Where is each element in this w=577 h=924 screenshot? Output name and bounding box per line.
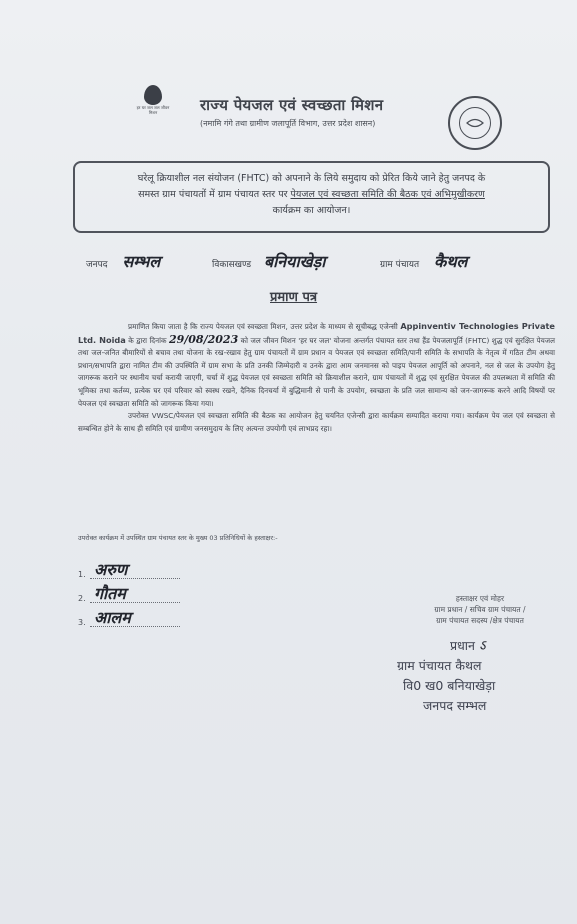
up-government-emblem <box>448 96 502 150</box>
gram-panchayat-value: कैथल <box>434 252 468 271</box>
janpad-value: सम्भल <box>122 252 161 271</box>
signature-line <box>90 560 180 579</box>
vikaskhand-label: विकासखण्ड <box>212 260 252 270</box>
janpad-field <box>86 250 160 272</box>
subject-box <box>73 161 550 233</box>
sign-block-line-2: ग्राम प्रधान / सचिव ग्राम पंचायत / <box>434 605 526 614</box>
jal-jeevan-mission-logo <box>133 85 173 115</box>
certificate-body <box>78 320 555 435</box>
subject-line-2-underlined: पेयजल एवं स्वच्छता समिति की बैठक एवं अभिमुखीकरण <box>290 189 485 200</box>
sign-block-title: हस्ताक्षर एवं मोहर <box>455 594 505 603</box>
vikaskhand-field <box>212 250 325 272</box>
vikaskhand-value: बनियाखेड़ा <box>264 252 326 271</box>
program-date: 29/08/2023 <box>168 332 239 346</box>
signature-line <box>90 584 180 603</box>
signature-and-seal-block <box>410 593 550 626</box>
subject-line-2 <box>85 187 538 203</box>
gram-panchayat-field <box>380 250 467 272</box>
signatory-signature: अरुण <box>94 560 128 579</box>
signatory-number: 3. <box>78 618 86 627</box>
body-p1-a: प्रमाणित किया जाता है कि राज्य पेयजल एवं स्वच्छता मिशन, उत्तर प्रदेश के माध्यम से सूचीबद्ध एजेन्सी <box>128 322 401 331</box>
subject-line-1: घरेलू क्रियाशील नल संयोजन (FHTC) को अपनाने के लिये समुदाय को प्रेरित किये जाने हेतु जनपद के <box>137 173 486 184</box>
signatory-item <box>78 603 180 627</box>
body-p1-c: को जल जीवन मिशन 'हर घर जल' योजना अन्तर्गत पंचायत स्तर तथा हैंड पेयजलापूर्ति (FHTC) शुद्ध एवं सुरक्षित पेयजल तथा जल-जनित बीमारियों से बचाव तथा योजना के रख-रखाव हेतु ग्राम पंचायतों में ग्राम प्रधान व पेयजल एवं स्वच्छता समिति/पानी समिति के सभापति के नेतृत्व में गठित टीम अथवा प्रधान/सभापति द्वारा नामित टीम की उपस्थिति में ग्राम सभा के प्रति उनकी जिम्मेदारी व उनके द्वारा आम जनमानस को पाइप पेयजल आपूर्ति को अपनाने, नल से जल के उपयोग हेतु जागरूक कराने पर स्थानीय चर्चा करायी जाएगी, चर्चा में शुद्ध पेयजल एवं स्वच्छता समिति को क्रियाशील कराने, ग्राम पंचायतों में शुद्ध एवं सुरक्षित पेयजल की उपलब्धता में समिति की भूमिका तथा कर्तव्य, प्रत्येक घर एवं परिवार को स्वस्थ रखने, दैनिक दिनचर्या में बुद्धिमानी से पानी के उपयोग, स्वच्छता के प्रति जल सामान्य को जन-जागरूक करने आदि विषयों पर पेयजल एवं स्वच्छता समिति को जागरूक किया गया। <box>78 335 556 408</box>
signatory-signature: आलम <box>94 608 131 627</box>
stamp-line-pradhan: प्रधान ऽ <box>450 638 486 654</box>
header-subtitle: (नमामि गंगे तथा ग्रामीण जलापूर्ति विभाग, उत्तर प्रदेश शासन) <box>200 119 376 128</box>
logo-tagline: हर घर जल जल जीवन मिशन <box>136 105 170 115</box>
gram-panchayat-label: ग्राम पंचायत <box>380 260 420 270</box>
signature-line <box>90 608 180 627</box>
body-paragraph-2: उपरोक्त VWSC/पेयजल एवं स्वच्छता समिति की बैठक का आयोजन हेतु चयनित एजेन्सी द्वारा कार्यक्रम सम्पादित कराया गया। कार्यक्रम पेय जल एवं स्वच्छता से सम्बन्धित होने के साथ ही समिति एवं ग्रामीण जनसमुदाय के लिए अत्यन्त उपयोगी एवं लाभप्रद रहा। <box>78 411 555 433</box>
stamp-line-gram-panchayat: ग्राम पंचायत कैथल <box>397 658 482 673</box>
signatory-item <box>78 579 180 603</box>
signatory-signature: गौतम <box>94 584 126 603</box>
fish-emblem-icon <box>459 107 491 139</box>
body-paragraph-1 <box>78 320 555 410</box>
agency-name: Appinventiv Technologies Private Ltd. Noida <box>78 321 555 345</box>
signatory-number: 1. <box>78 570 86 579</box>
body-p1-b: के द्वारा दिनांक <box>125 335 169 345</box>
janpad-label: जनपद <box>86 260 108 270</box>
signatory-item <box>78 555 180 579</box>
water-drop-icon <box>144 85 162 105</box>
header-title: राज्य पेयजल एवं स्वच्छता मिशन <box>200 96 384 114</box>
stamp-line-district: जनपद सम्भल <box>423 698 487 713</box>
pradhan-signature: ऽ <box>478 638 486 654</box>
stamp-line-block: वि0 ख0 बनियाखेड़ा <box>403 678 496 693</box>
signatories-intro: उपरोक्त कार्यक्रम में उपस्थित ग्राम पंचायत स्तर के मुख्य 03 प्रतिनिधियों के हस्ताक्षर:- <box>78 534 278 542</box>
subject-line-3: कार्यक्रम का आयोजन। <box>272 205 351 216</box>
subject-line-2-plain: समस्त ग्राम पंचायतों में ग्राम पंचायत स्तर पर <box>138 189 291 200</box>
signatories-list <box>78 555 180 627</box>
sign-block-line-3: ग्राम पंचायत सदस्य /क्षेत्र पंचायत <box>436 616 524 625</box>
pradhan-stamp <box>395 636 565 716</box>
certificate-title: प्रमाण पत्र <box>270 290 318 305</box>
signatory-number: 2. <box>78 594 86 603</box>
